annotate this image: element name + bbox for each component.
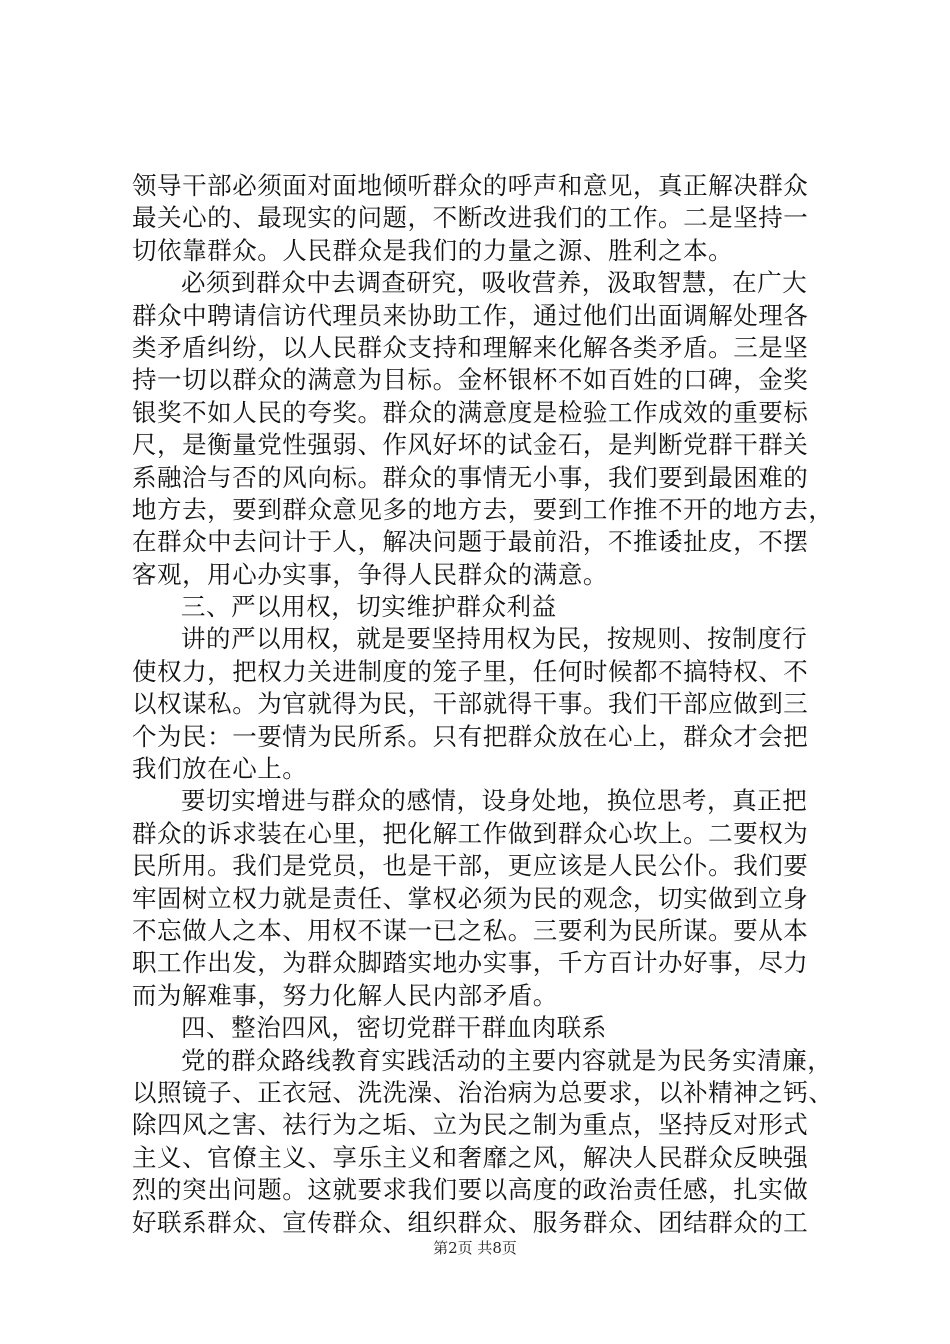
text-line: 个为民：一要情为民所系。只有把群众放在心上，群众才会把	[132, 721, 809, 751]
text-line: 不忘做人之本、用权不谋一已之私。三要利为民所谋。要从本	[132, 915, 809, 945]
text-line: 最关心的、最现实的问题，不断改进我们的工作。二是坚持一	[132, 203, 809, 233]
text-line: 以权谋私。为官就得为民，干部就得干事。我们干部应做到三	[132, 689, 809, 719]
text-line: 群众的诉求装在心里，把化解工作做到群众心坎上。二要权为	[132, 818, 809, 848]
page-number-footer: 第2页 共8页	[433, 1239, 517, 1257]
text-line: 群众中聘请信访代理员来协助工作，通过他们出面调解处理各	[132, 300, 809, 330]
text-line: 而为解难事，努力化解人民内部矛盾。	[132, 980, 558, 1010]
text-line: 除四风之害、祛行为之垢、立为民之制为重点，坚持反对形式	[132, 1110, 809, 1140]
text-line: 切依靠群众。人民群众是我们的力量之源、胜利之本。	[132, 235, 734, 265]
text-line: 牢固树立权力就是责任、掌权必须为民的观念，切实做到立身	[132, 883, 809, 913]
text-line: 尺，是衡量党性强弱、作风好坏的试金石，是判断党群干群关	[132, 430, 809, 460]
paragraph-start-line: 讲的严以用权，就是要坚持用权为民，按规则、按制度行	[181, 624, 808, 654]
text-line: 系融洽与否的风向标。群众的事情无小事，我们要到最困难的	[132, 462, 809, 492]
text-line: 持一切以群众的满意为目标。金杯银杯不如百姓的口碑，金奖	[132, 365, 809, 395]
text-line: 以照镜子、正衣冠、洗洗澡、治治病为总要求，以补精神之钙、	[132, 1077, 834, 1107]
text-line: 主义、官僚主义、享乐主义和奢靡之风，解决人民群众反映强	[132, 1142, 809, 1172]
text-line: 在群众中去问计于人，解决问题于最前沿，不推诿扯皮，不摆	[132, 527, 809, 557]
paragraph-start-line: 要切实增进与群众的感情，设身处地，换位思考，真正把	[181, 786, 808, 816]
text-line: 我们放在心上。	[132, 754, 308, 784]
text-line: 地方去，要到群众意见多的地方去，要到工作推不开的地方去，	[132, 494, 834, 524]
text-line: 职工作出发，为群众脚踏实地办实事，千方百计办好事，尽力	[132, 948, 809, 978]
text-line: 使权力，把权力关进制度的笼子里，任何时候都不搞特权、不	[132, 656, 809, 686]
paragraph-start-line: 必须到群众中去调查研究，吸收营养，汲取智慧，在广大	[181, 268, 808, 298]
text-line: 民所用。我们是党员，也是干部，更应该是人民公仆。我们要	[132, 851, 809, 881]
paragraph-start-line: 党的群众路线教育实践活动的主要内容就是为民务实清廉，	[181, 1045, 833, 1075]
text-line: 好联系群众、宣传群众、组织群众、服务群众、团结群众的工	[132, 1207, 809, 1237]
text-line: 客观，用心办实事，争得人民群众的满意。	[132, 559, 608, 589]
section-heading: 四、整治四风，密切党群干群血肉联系	[181, 1013, 607, 1043]
section-heading: 三、严以用权，切实维护群众利益	[181, 592, 557, 622]
text-line: 银奖不如人民的夸奖。群众的满意度是检验工作成效的重要标	[132, 397, 809, 427]
document-body	[132, 170, 832, 1239]
text-line: 类矛盾纠纷，以人民群众支持和理解来化解各类矛盾。三是坚	[132, 332, 809, 362]
text-line: 领导干部必须面对面地倾听群众的呼声和意见，真正解决群众	[132, 171, 809, 200]
text-line: 烈的突出问题。这就要求我们要以高度的政治责任感，扎实做	[132, 1175, 809, 1205]
